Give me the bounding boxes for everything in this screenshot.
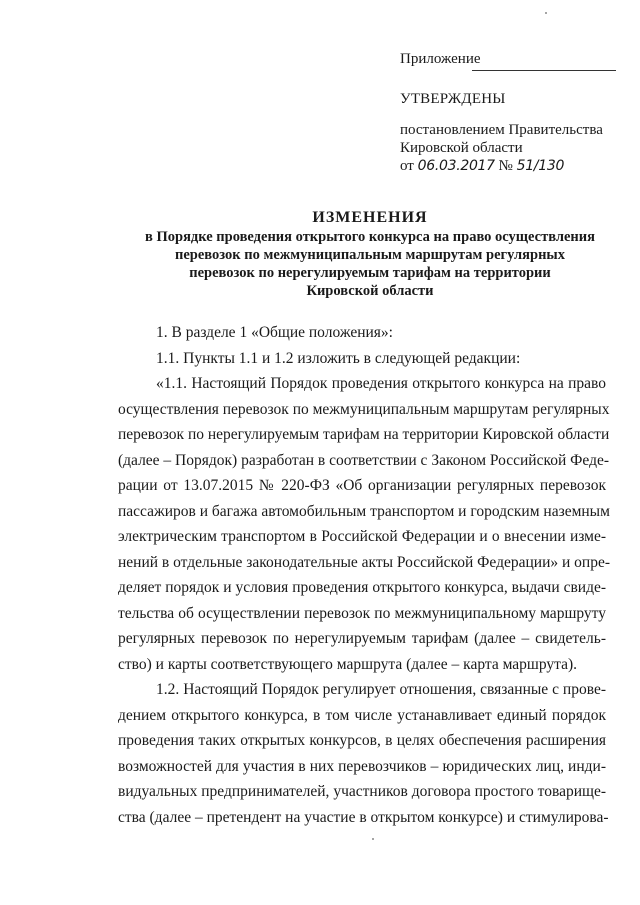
title-subtitle-line: Кировской области bbox=[306, 283, 434, 299]
body-line: дением открытого конкурса, в том числе устанавливает единый порядок bbox=[118, 706, 606, 724]
document-title bbox=[100, 208, 640, 300]
body-line: тельства об осуществлении перевозок по межмуниципальному маршруту bbox=[118, 604, 606, 622]
decree-number-handwritten: 51/130 bbox=[516, 158, 565, 174]
body-line: ства (далее – претендент на участие в открытом конкурсе) и стимулирова- bbox=[118, 808, 609, 826]
body-line: перевозок по нерегулируемым тарифам на территории Кировской области bbox=[118, 426, 610, 443]
body-line: (далее – Порядок) разработан в соответствии с Законом Российской Феде- bbox=[118, 451, 609, 469]
body-line: 1. В разделе 1 «Общие положения»: bbox=[156, 324, 393, 341]
decree-line-2: Кировской области bbox=[400, 140, 523, 156]
body-line: ство) и карты соответствующего маршрута (далее – карта маршрута). bbox=[118, 655, 578, 673]
body-line: рации от 13.07.2015 № 220-ФЗ «Об организации регулярных перевозок bbox=[118, 477, 606, 494]
decree-line-3 bbox=[400, 157, 603, 175]
decree-reference bbox=[400, 121, 603, 175]
body-line: 1.1. Пункты 1.1 и 1.2 изложить в следующей редакции: bbox=[156, 349, 521, 367]
title-subtitle-line: перевозок по межмуниципальным маршрутам регулярных bbox=[174, 247, 565, 263]
body-line: 1.2. Настоящий Порядок регулирует отношения, связанные с прове- bbox=[156, 681, 606, 698]
body-line: деляет порядок и условия проведения открытого конкурса, выдачи свиде- bbox=[118, 579, 606, 596]
approved-label: УТВЕРЖДЕНЫ bbox=[400, 91, 506, 107]
body-line: электрическим транспортом в Российской Федерации и о внесении изме- bbox=[118, 528, 606, 545]
body-line: возможностей для участия в них перевозчиков – юридических лиц, инди- bbox=[118, 757, 606, 775]
body-line: проведения таких открытых конкурсов, в целях обеспечения расширения bbox=[118, 732, 606, 749]
title-subtitle-line: перевозок по нерегулируемым тарифам на территории bbox=[189, 265, 551, 281]
body-line: видуальных предпринимателей, участников договора простого товарище- bbox=[118, 783, 606, 800]
decree-prefix: от bbox=[400, 158, 414, 174]
decree-line-1: постановлением Правительства bbox=[400, 122, 603, 138]
body-line: пассажиров и багажа автомобильным транспортом и городским наземным bbox=[118, 502, 610, 520]
appendix-label: Приложение bbox=[400, 51, 481, 67]
approval-block bbox=[400, 50, 615, 174]
scan-speck bbox=[372, 838, 374, 840]
body-line: осуществления перевозок по межмуниципальным маршрутам регулярных bbox=[118, 400, 610, 418]
decree-number-sign: № bbox=[498, 158, 513, 174]
body-text bbox=[118, 320, 611, 830]
appendix-underline bbox=[472, 70, 616, 71]
title-main: ИЗМЕНЕНИЯ bbox=[312, 209, 428, 226]
body-line: «1.1. Настоящий Порядок проведения открытого конкурса на право bbox=[156, 375, 606, 392]
title-subtitle bbox=[100, 228, 640, 300]
title-subtitle-line: в Порядке проведения открытого конкурса на право осуществления bbox=[145, 229, 595, 245]
decree-date-handwritten: 06.03.2017 bbox=[417, 158, 495, 174]
body-line: регулярных перевозок по нерегулируемым тарифам (далее – свидетель- bbox=[118, 630, 606, 647]
scan-speck bbox=[545, 12, 547, 14]
body-line: нений в отдельные законодательные акты Российской Федерации» и опре- bbox=[118, 553, 611, 571]
